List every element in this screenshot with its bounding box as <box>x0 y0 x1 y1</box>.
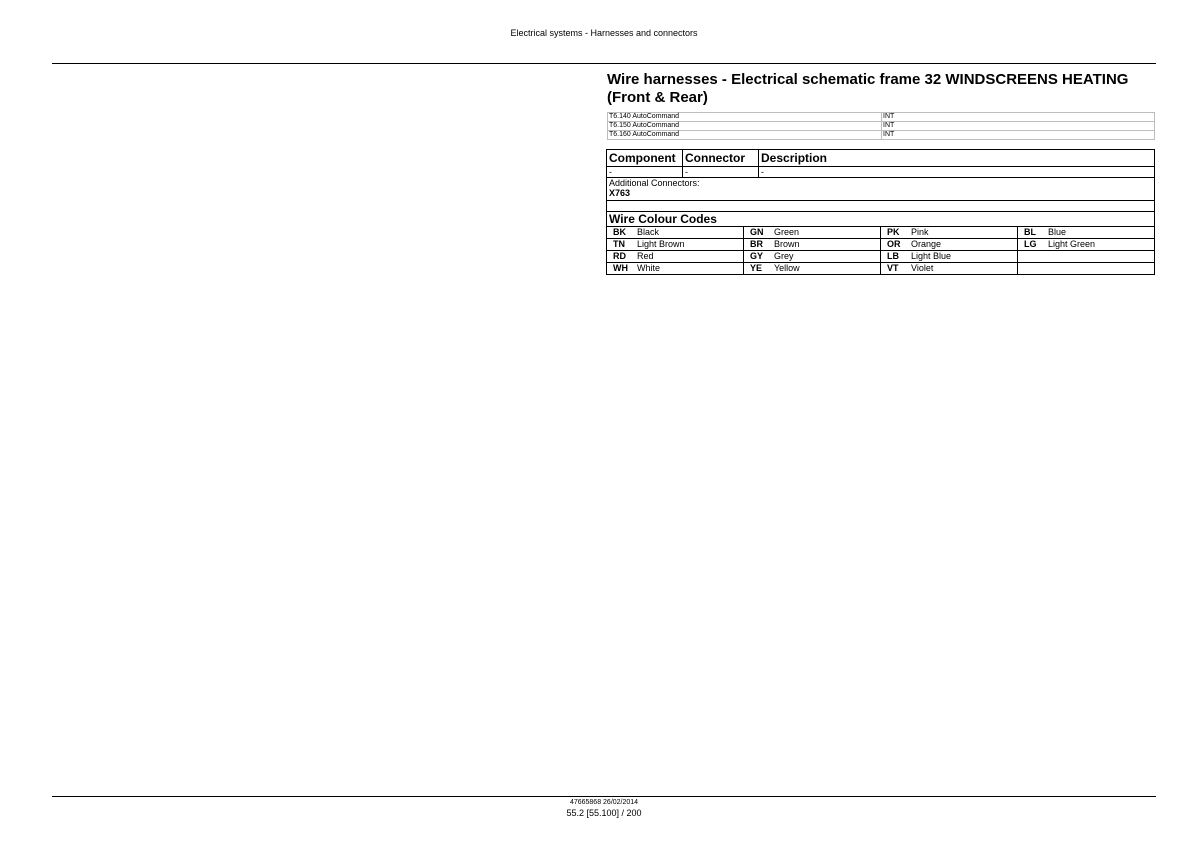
model-name: T6.140 AutoCommand <box>608 113 882 122</box>
wire-code: OR <box>887 239 901 249</box>
wire-code: TN <box>613 239 625 249</box>
wire-colour: Brown <box>774 239 800 249</box>
model-code: INT <box>882 122 1155 131</box>
wire-code: LG <box>1024 239 1037 249</box>
wire-code: GN <box>750 227 764 237</box>
wire-code-cell <box>744 263 881 275</box>
document-reference: 47665868 26/02/2014 <box>569 799 639 806</box>
spacer-row <box>607 201 1155 212</box>
table-header-row <box>607 150 1155 167</box>
table-row <box>608 122 1155 131</box>
wire-colour: Blue <box>1048 227 1067 237</box>
wire-colour: Green <box>774 227 800 237</box>
wire-colour: White <box>637 263 661 273</box>
wire-code-cell <box>1018 251 1155 263</box>
connector-cell: - <box>683 167 759 178</box>
wire-code-cell <box>881 251 1018 263</box>
wire-code-cell <box>744 251 881 263</box>
wire-code: PK <box>887 227 900 237</box>
wire-code: YE <box>750 263 763 273</box>
header-divider <box>52 63 1156 64</box>
table-row <box>607 251 1155 263</box>
empty-cell <box>607 201 1155 212</box>
additional-connectors-cell <box>607 178 1155 201</box>
description-cell: - <box>759 167 1155 178</box>
component-table <box>606 149 1155 212</box>
wire-colour: Light Green <box>1048 239 1096 249</box>
footer-divider <box>52 796 1156 797</box>
additional-connectors-label: Additional Connectors: <box>609 178 700 188</box>
additional-connectors-row <box>607 178 1155 201</box>
wire-code-cell <box>607 227 744 239</box>
component-header: Component <box>607 150 683 167</box>
wire-code: VT <box>887 263 899 273</box>
table-header-row <box>607 212 1155 227</box>
wire-code-cell <box>881 239 1018 251</box>
section-title: Wire harnesses - Electrical schematic frame 32 WINDSCREENS HEATING (Front & Rear) <box>607 71 1129 106</box>
model-name: T6.160 AutoCommand <box>608 131 882 140</box>
wire-colour-codes-title: Wire Colour Codes <box>607 212 1155 227</box>
wire-code: LB <box>887 251 899 261</box>
wire-code-cell <box>1018 239 1155 251</box>
additional-connectors-value: X763 <box>609 188 631 198</box>
wire-code-cell <box>607 263 744 275</box>
model-applicability-table <box>607 112 1155 140</box>
table-row <box>607 263 1155 275</box>
wire-colour: Orange <box>911 239 942 249</box>
component-cell: - <box>607 167 683 178</box>
wire-code: BR <box>750 239 763 249</box>
wire-colour: Light Blue <box>911 251 952 261</box>
wire-code-cell <box>744 227 881 239</box>
wire-colour: Black <box>637 227 660 237</box>
wire-colour: Yellow <box>774 263 800 273</box>
wire-code-cell <box>744 239 881 251</box>
model-code: INT <box>882 131 1155 140</box>
wire-code-cell <box>881 227 1018 239</box>
table-row <box>607 239 1155 251</box>
wire-colour: Light Brown <box>637 239 685 249</box>
wire-code-cell <box>1018 227 1155 239</box>
table-row <box>607 167 1155 178</box>
page-number: 55.2 [55.100] / 200 <box>566 808 642 818</box>
wire-code-cell <box>1018 263 1155 275</box>
wire-colour-codes-table <box>606 211 1155 275</box>
wire-code: BL <box>1024 227 1036 237</box>
table-row <box>607 227 1155 239</box>
description-header: Description <box>759 150 1155 167</box>
connector-header: Connector <box>683 150 759 167</box>
model-code: INT <box>882 113 1155 122</box>
wire-colour: Violet <box>911 263 934 273</box>
wire-code-cell <box>607 251 744 263</box>
wire-colour: Grey <box>774 251 794 261</box>
wire-code: RD <box>613 251 626 261</box>
model-name: T6.150 AutoCommand <box>608 122 882 131</box>
wire-colour: Red <box>637 251 654 261</box>
wire-code: BK <box>613 227 626 237</box>
table-row <box>608 113 1155 122</box>
wire-code-cell <box>607 239 744 251</box>
wire-colour: Pink <box>911 227 929 237</box>
page-header-title: Electrical systems - Harnesses and connectors <box>510 28 698 38</box>
wire-code-cell <box>881 263 1018 275</box>
wire-code: GY <box>750 251 764 261</box>
table-row <box>608 131 1155 140</box>
wire-code: WH <box>613 263 628 273</box>
